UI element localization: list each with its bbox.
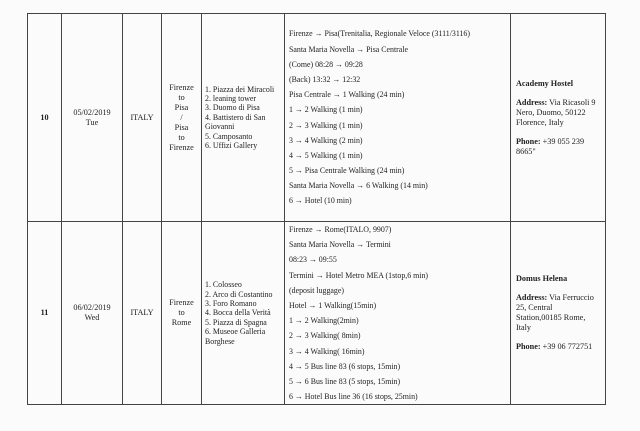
date-text: 05/02/2019 [73,107,111,117]
route-line: / [180,112,183,122]
place-item: 4. Bocca della Verità [205,308,271,318]
transport-line: Firenze → Pisa(Trenitalia, Regionale Veloce (3111/3116) [289,29,471,39]
transport-line: 4 → 5 Bus line 83 (6 stops, 15min) [289,361,401,371]
transport-line: 4 → 5 Walking (1 min) [289,150,363,160]
transport-cell [285,222,511,405]
route-cell [162,222,202,405]
route-line: Firenze [169,298,194,308]
country-cell [123,222,162,405]
route-line: to [178,132,185,142]
place-item: 1. Piazza dei Miracoli [205,84,275,94]
address-text: Via Ferruccio 25, Central Station,00185 Rome, Italy [516,293,594,333]
transport-line: 2 → 3 Walking( 8min) [289,331,361,341]
transport-line: 6 → Hotel Bus line 36 (16 stops, 25min) [289,392,418,402]
date-cell [62,14,123,222]
transport-line: Santa Maria Novella → Pisa Centrale [289,44,408,54]
transport-line: Pisa Centrale → 1 Walking (24 min) [289,90,405,100]
transport-line: (deposit luggage) [289,285,344,295]
transport-cell [285,14,511,222]
hotel-cell [511,14,606,222]
places-list [205,280,281,346]
address-label: Address: [516,293,548,303]
route-line: to [178,308,185,318]
hotel-phone [516,137,600,157]
place-item: 2. leaning tower [205,93,257,103]
day-number-cell [28,14,62,222]
route-cell [162,14,202,222]
transport-line: 08:23 → 09:55 [289,255,337,265]
route-line: Firenze [169,142,194,152]
transport-line: Santa Maria Novella → Termini [289,240,391,250]
place-item: 1. Colosseo [205,280,242,290]
phone-label: Phone: [516,342,541,352]
day-number-cell [28,222,62,405]
transport-line: Firenze → Rome(ITALO, 9907) [289,225,392,234]
transport-line: (Back) 13:32 → 12:32 [289,74,361,84]
transport-line: 5 → 6 Bus line 83 (5 stops, 15min) [289,376,401,386]
hotel-phone [516,342,600,352]
phone-label: Phone: [516,136,541,146]
transport-line: 2 → 3 Walking (1 min) [289,120,363,130]
hotel-name: Academy Hostel [516,78,574,88]
places-cell [202,222,285,405]
transport-line: (Come) 08:28 → 09:28 [289,59,363,69]
place-item: 3. Foro Romano [205,299,257,309]
transport-line: Hotel → 1 Walking(15min) [289,300,377,310]
place-item: 6. Uffizi Gallery [205,141,258,151]
date-text: 06/02/2019 [73,303,111,313]
route-line: Pisa [174,122,189,132]
date-cell [62,222,123,405]
route-line: Pisa [174,102,189,112]
place-item: 5. Piazza di Spagna [205,317,267,327]
transport-line: Termini → Hotel Metro MEA (1stop,6 min) [289,270,429,280]
phone-text: +39 06 772751 [542,342,593,352]
route-line: to [178,92,185,102]
transport-line: 5 → Pisa Centrale Walking (24 min) [289,166,405,176]
places-list [205,85,281,151]
country-cell [123,14,162,222]
transport-line: 6 → Hotel (10 min) [289,196,352,206]
weekday-text: Tue [85,117,99,127]
address-label: Address: [516,97,548,107]
weekday-text: Wed [84,313,100,323]
transport-line: 1 → 2 Walking (1 min) [289,105,363,115]
place-item: 5. Camposanto [205,131,253,141]
transport-line: 3 → 4 Walking (2 min) [289,135,363,145]
itinerary-body [28,14,606,405]
itinerary-row [28,14,606,222]
place-item: 4. Battistero di San Giovanni [205,112,266,132]
country-text: ITALY [130,112,154,122]
places-cell [202,14,285,222]
address-text: Via Ricasoli 9 Nero, Duomo, 50122 Florence, Italy [516,97,596,127]
route-line: Firenze [169,82,194,92]
itinerary-row [28,222,606,405]
place-item: 3. Duomo di Pisa [205,103,260,113]
day-number: 10 [40,112,49,122]
place-item: 6. Museoe Galleria Borghese [205,327,266,346]
transport-line: Santa Maria Novella → 6 Walking (14 min) [289,181,428,191]
country-text: ITALY [130,308,154,318]
hotel-name: Domus Helena [516,274,568,284]
transport-line: 3 → 4 Walking( 16min) [289,346,365,356]
route-line: Rome [171,318,192,328]
phone-text: +39 055 239 8665" [516,136,585,156]
hotel-address [516,98,600,128]
itinerary-table [27,13,606,405]
place-item: 2. Arco di Costantino [205,289,273,299]
hotel-address [516,293,600,333]
transport-line: 1 → 2 Walking(2min) [289,316,359,326]
day-number: 11 [40,308,49,318]
hotel-cell [511,222,606,405]
